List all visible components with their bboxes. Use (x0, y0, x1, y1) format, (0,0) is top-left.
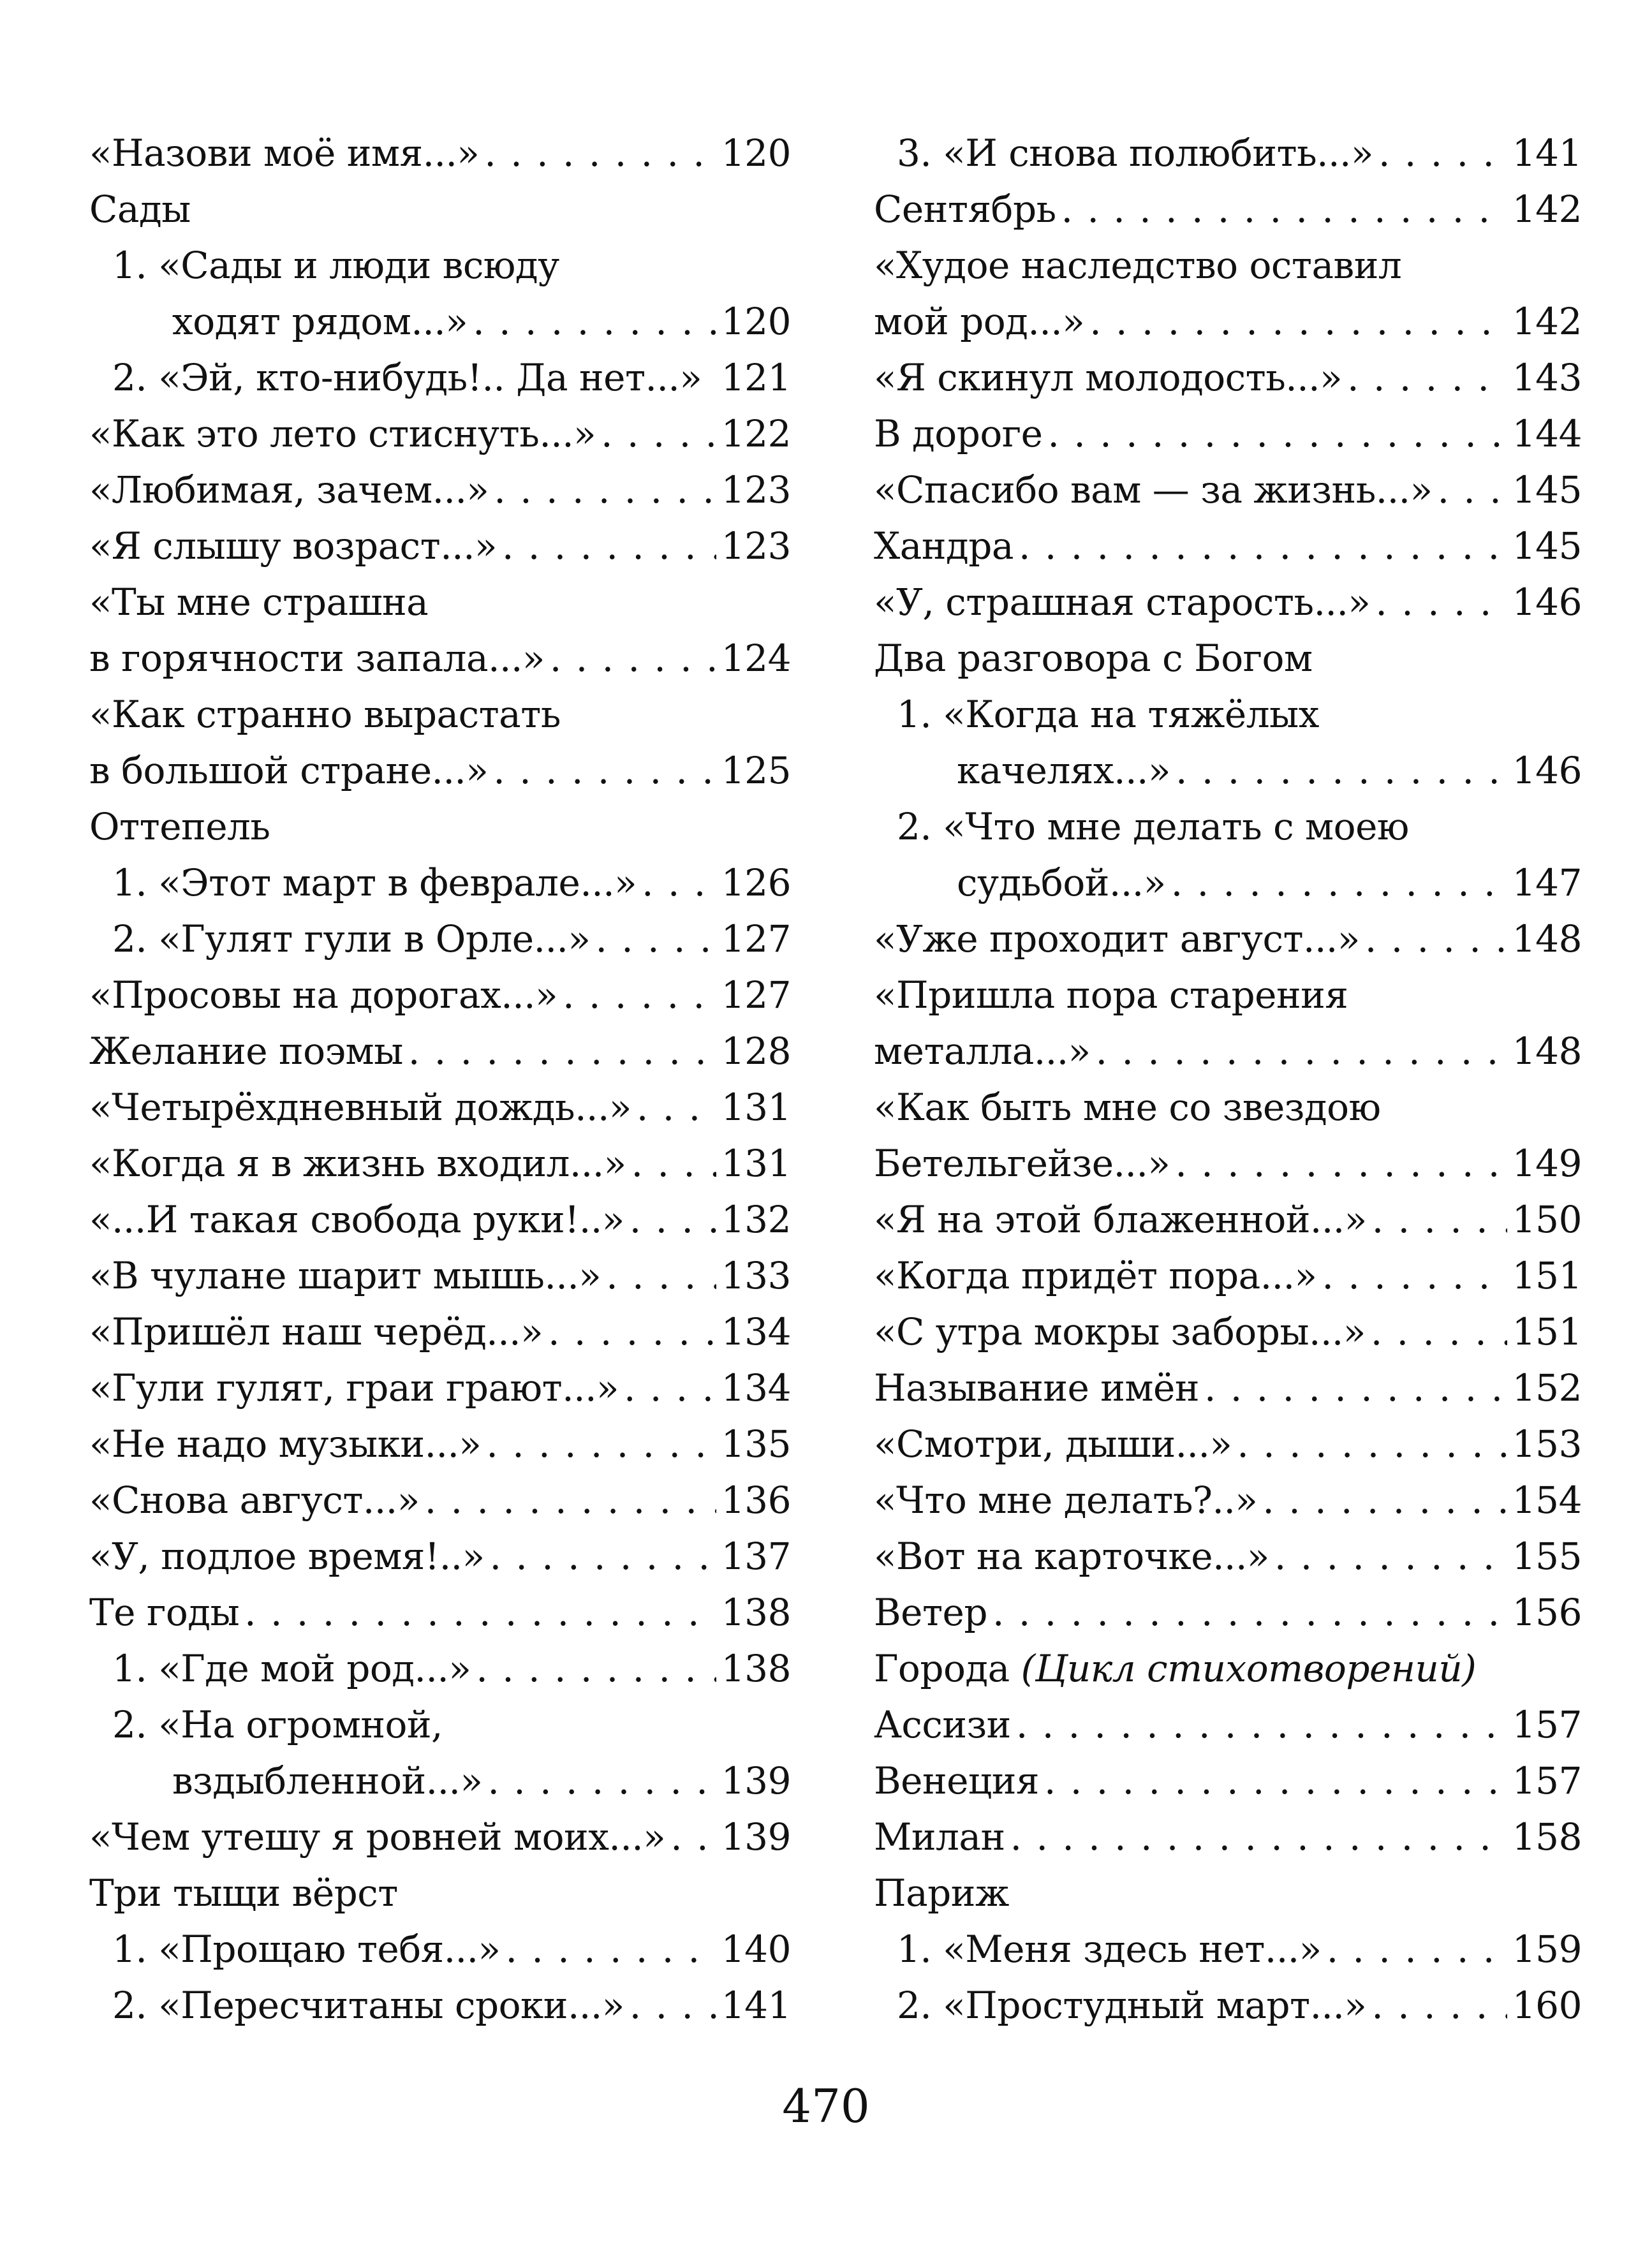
toc-entry-page: 147 (1512, 861, 1582, 904)
toc-entry-page: 138 (721, 1647, 791, 1690)
dot-leader (1327, 1921, 1507, 1977)
toc-entry-title: «...И такая свобода руки!..» (89, 1198, 624, 1241)
toc-entry-title: «Ты мне страшна (89, 580, 429, 624)
toc-entry (874, 518, 1582, 574)
toc-entry-page: 157 (1512, 1759, 1582, 1802)
toc-entry-page: 132 (721, 1198, 791, 1241)
toc-heading-text: Оттепель (89, 805, 270, 848)
toc-entry (874, 1809, 1582, 1865)
dot-leader (1175, 1135, 1507, 1191)
toc-entry-title: 1. «Меня здесь нет...» (897, 1928, 1322, 1971)
toc-entry (89, 1921, 791, 1977)
toc-entry-page: 149 (1512, 1142, 1582, 1185)
toc-entry (89, 630, 791, 686)
dot-leader (487, 1753, 716, 1809)
toc-entry-page: 122 (721, 412, 791, 455)
dot-leader (1204, 1360, 1507, 1416)
dot-leader (1096, 1023, 1507, 1079)
dot-leader (631, 1135, 716, 1191)
toc-entry-title: судьбой...» (957, 861, 1166, 904)
toc-entry (89, 1079, 791, 1135)
toc-heading-text: Города (874, 1647, 1010, 1690)
toc-entry (874, 1921, 1582, 1977)
dot-leader (506, 1921, 716, 1977)
toc-entry (874, 855, 1582, 911)
dot-leader (563, 967, 716, 1023)
toc-entry (89, 1640, 791, 1697)
toc-entry-page: 133 (721, 1254, 791, 1297)
dot-leader (1176, 742, 1507, 799)
toc-entry-title: Те годы (89, 1591, 240, 1634)
toc-entry (874, 406, 1582, 462)
toc-entry-page: 123 (721, 468, 791, 512)
dot-leader (1274, 1528, 1507, 1584)
toc-entry-page: 143 (1512, 356, 1582, 399)
toc-heading-text: Сады (89, 188, 191, 231)
dot-leader (425, 1472, 716, 1528)
toc-entry-title: «Гули гулят, граи грают...» (89, 1366, 619, 1410)
toc-entry-title: «Спасибо вам — за жизнь...» (874, 468, 1433, 512)
toc-heading-note: (Цикл стихотворений) (1021, 1647, 1477, 1690)
toc-entry (89, 911, 791, 967)
toc-entry-page: 121 (721, 356, 791, 399)
toc-section-heading (874, 630, 1582, 686)
toc-entry (874, 1528, 1582, 1584)
toc-entry-title: «Я на этой блаженной...» (874, 1198, 1367, 1241)
toc-entry (89, 967, 791, 1023)
toc-entry-title: 2. «Эй, кто-нибудь!.. Да нет...» (112, 356, 702, 399)
toc-section-heading (874, 1640, 1582, 1697)
toc-entry-title: мой род...» (874, 300, 1085, 343)
toc-entry (874, 1248, 1582, 1304)
toc-left-column (89, 125, 791, 2033)
toc-entry (874, 1135, 1582, 1191)
toc-entry (89, 1416, 791, 1472)
toc-entry (874, 742, 1582, 799)
toc-entry (89, 855, 791, 911)
toc-entry-page: 136 (721, 1478, 791, 1522)
toc-entry-title: «Уже проходит август...» (874, 917, 1360, 961)
toc-entry (874, 1753, 1582, 1809)
toc-entry (89, 1753, 791, 1809)
toc-entry-title: «Когда я в жизнь входил...» (89, 1142, 626, 1185)
toc-entry-page: 146 (1512, 580, 1582, 624)
dot-leader (595, 911, 716, 967)
toc-entry-title: Милан (874, 1815, 1005, 1859)
toc-entry-title: Называние имён (874, 1366, 1200, 1410)
toc-entry (89, 293, 791, 350)
dot-leader (1322, 1248, 1507, 1304)
toc-entry-page: 142 (1512, 188, 1582, 231)
toc-section-heading (874, 1865, 1582, 1921)
dot-leader (1044, 1753, 1507, 1809)
dot-leader (1262, 1472, 1507, 1528)
toc-entry-title: «Четырёхдневный дождь...» (89, 1086, 631, 1129)
toc-entry-title: Ветер (874, 1591, 987, 1634)
toc-entry-title: «У, страшная старость...» (874, 580, 1371, 624)
dot-leader (1371, 1977, 1507, 2033)
toc-entry-page: 152 (1512, 1366, 1582, 1410)
toc-entry (89, 1248, 791, 1304)
toc-entry-title: «Смотри, дыши...» (874, 1422, 1232, 1466)
toc-entry-title: 1. «Сады и люди всюду (112, 244, 559, 287)
dot-leader (1365, 911, 1507, 967)
toc-entry-page: 145 (1512, 468, 1582, 512)
toc-entry-page: 137 (721, 1535, 791, 1578)
toc-entry-page: 158 (1512, 1815, 1582, 1859)
toc-entry-title: 1. «Где мой род...» (112, 1647, 471, 1690)
dot-leader (244, 1584, 716, 1640)
toc-entry-page: 153 (1512, 1422, 1582, 1466)
dot-leader (642, 855, 716, 911)
toc-entry-page: 120 (721, 131, 791, 175)
toc-entry (874, 350, 1582, 406)
toc-entry-first-line (874, 967, 1582, 1023)
toc-entry-page: 145 (1512, 524, 1582, 568)
dot-leader (1089, 293, 1507, 350)
toc-entry (874, 574, 1582, 630)
toc-entry-title: «Как странно вырастать (89, 693, 561, 736)
toc-entry-page: 144 (1512, 412, 1582, 455)
toc-entry (89, 1191, 791, 1248)
dot-leader (606, 1248, 716, 1304)
toc-entry (874, 1416, 1582, 1472)
toc-entry-first-line (89, 574, 791, 630)
toc-entry (89, 1472, 791, 1528)
toc-entry-page: 125 (721, 749, 791, 792)
toc-entry (874, 1697, 1582, 1753)
toc-entry (89, 742, 791, 799)
dot-leader (1237, 1416, 1507, 1472)
toc-entry-title: 2. «На огромной, (112, 1703, 443, 1746)
toc-entry (874, 1360, 1582, 1416)
toc-entry (89, 1023, 791, 1079)
toc-entry-title: «Просовы на дорогах...» (89, 973, 558, 1017)
dot-leader (408, 1023, 716, 1079)
toc-entry-title: «В чулане шарит мышь...» (89, 1254, 601, 1297)
toc-entry (89, 1584, 791, 1640)
toc-entry (874, 293, 1582, 350)
toc-entry-page: 140 (721, 1928, 791, 1971)
toc-entry-title: «Когда придёт пора...» (874, 1254, 1317, 1297)
toc-entry-title: «Я скинул молодость...» (874, 356, 1343, 399)
toc-heading-text: Два разговора с Богом (874, 637, 1313, 680)
toc-entry-title: «У, подлое время!..» (89, 1535, 485, 1578)
toc-entry-page: 124 (721, 637, 791, 680)
toc-entry-first-line (89, 237, 791, 293)
toc-entry (874, 911, 1582, 967)
toc-entry-page: 123 (721, 524, 791, 568)
toc-entry-title: Бетельгейзе...» (874, 1142, 1170, 1185)
toc-entry-page: 139 (721, 1759, 791, 1802)
toc-entry-title: «Не надо музыки...» (89, 1422, 482, 1466)
dot-leader (494, 462, 716, 518)
toc-entry (89, 350, 791, 406)
toc-entry-page: 139 (721, 1815, 791, 1859)
toc-entry-title: «Назови моё имя...» (89, 131, 480, 175)
toc-entry (89, 1809, 791, 1865)
dot-leader (1372, 1191, 1507, 1248)
toc-entry-title: ходят рядом...» (172, 300, 468, 343)
dot-leader (630, 1191, 716, 1248)
page-number: 470 (782, 2079, 870, 2133)
toc-entry (874, 1472, 1582, 1528)
toc-entry (89, 1360, 791, 1416)
toc-entry-title: качелях...» (957, 749, 1170, 792)
toc-entry-title: «Я слышу возраст...» (89, 524, 498, 568)
toc-entry (874, 181, 1582, 237)
toc-entry-page: 148 (1512, 1029, 1582, 1073)
toc-entry (874, 1023, 1582, 1079)
dot-leader (670, 1809, 716, 1865)
toc-entry (89, 1304, 791, 1360)
toc-entry (89, 518, 791, 574)
toc-entry-page: 146 (1512, 749, 1582, 792)
toc-entry-page: 142 (1512, 300, 1582, 343)
toc-heading-text: Три тыщи вёрст (89, 1871, 398, 1915)
dot-leader (1061, 181, 1507, 237)
dot-leader (476, 1640, 716, 1697)
dot-leader (1347, 350, 1507, 406)
toc-entry (89, 1977, 791, 2033)
toc-section-heading (89, 181, 791, 237)
toc-entry-page: 131 (721, 1142, 791, 1185)
toc-entry-page: 127 (721, 917, 791, 961)
toc-entry-page: 127 (721, 973, 791, 1017)
dot-leader (630, 1977, 716, 2033)
toc-entry-title: 2. «Что мне делать с моею (897, 805, 1409, 848)
dot-leader (1375, 574, 1507, 630)
dot-leader (502, 518, 716, 574)
toc-entry-title: в горячности запала...» (89, 637, 545, 680)
toc-entry-title: «Пришёл наш черёд...» (89, 1310, 543, 1353)
dot-leader (493, 742, 716, 799)
toc-entry (89, 462, 791, 518)
toc-entry (874, 125, 1582, 181)
toc-entry (874, 1977, 1582, 2033)
toc-entry-page: 154 (1512, 1478, 1582, 1522)
toc-entry-title: «Пришла пора старения (874, 973, 1348, 1017)
dot-leader (1371, 1304, 1507, 1360)
toc-entry (874, 462, 1582, 518)
toc-entry-title: «Как быть мне со звездою (874, 1086, 1381, 1129)
toc-entry-page: 128 (721, 1029, 791, 1073)
toc-entry-page: 126 (721, 861, 791, 904)
dot-leader (548, 1304, 716, 1360)
toc-entry-title: Хандра (874, 524, 1014, 568)
dot-leader (1010, 1809, 1507, 1865)
toc-entry-title: «Чем утешу я ровней моих...» (89, 1815, 666, 1859)
toc-entry-first-line (89, 686, 791, 742)
dot-leader (486, 1416, 716, 1472)
dot-leader (601, 406, 716, 462)
toc-entry-first-line (89, 1697, 791, 1753)
dot-leader (992, 1584, 1507, 1640)
dot-leader (1438, 462, 1507, 518)
toc-entry-first-line (874, 1079, 1582, 1135)
toc-entry-page: 151 (1512, 1310, 1582, 1353)
dot-leader (637, 1079, 716, 1135)
dot-leader (1016, 1697, 1507, 1753)
toc-entry-page: 148 (1512, 917, 1582, 961)
toc-entry-title: «Худое наследство оставил (874, 244, 1402, 287)
toc-entry-page: 159 (1512, 1928, 1582, 1971)
toc-entry-page: 151 (1512, 1254, 1582, 1297)
toc-entry-page: 131 (721, 1086, 791, 1129)
toc-entry (89, 406, 791, 462)
dot-leader (1019, 518, 1507, 574)
toc-section-heading (89, 1865, 791, 1921)
toc-entry-title: «С утра мокры заборы...» (874, 1310, 1366, 1353)
toc-entry-page: 141 (1512, 131, 1582, 175)
toc-entry-title: «Что мне делать?..» (874, 1478, 1258, 1522)
toc-entry-page: 141 (721, 1984, 791, 2027)
toc-entry-page: 150 (1512, 1198, 1582, 1241)
toc-entry-title: «Снова август...» (89, 1478, 420, 1522)
toc-entry (89, 125, 791, 181)
dot-leader (1047, 406, 1507, 462)
dot-leader (624, 1360, 716, 1416)
dot-leader (550, 630, 716, 686)
dot-leader (1378, 125, 1507, 181)
toc-entry (874, 1304, 1582, 1360)
dot-leader (490, 1528, 716, 1584)
toc-entry-page: 156 (1512, 1591, 1582, 1634)
toc-entry (874, 1191, 1582, 1248)
toc-entry-title: в большой стране...» (89, 749, 489, 792)
toc-heading-text: Париж (874, 1871, 1009, 1915)
toc-entry-title: 3. «И снова полюбить...» (897, 131, 1373, 175)
toc-entry-page: 134 (721, 1366, 791, 1410)
toc-entry-page: 138 (721, 1591, 791, 1634)
toc-entry (89, 1528, 791, 1584)
toc-entry-title: В дороге (874, 412, 1043, 455)
toc-entry-page: 134 (721, 1310, 791, 1353)
toc-entry (89, 1135, 791, 1191)
toc-entry-first-line (874, 799, 1582, 855)
toc-entry-page: 157 (1512, 1703, 1582, 1746)
toc-right-column (874, 125, 1582, 2033)
toc-entry-page: 120 (721, 300, 791, 343)
toc-entry-title: Ассизи (874, 1703, 1011, 1746)
toc-section-heading (89, 799, 791, 855)
toc-entry-title: Сентябрь (874, 188, 1056, 231)
dot-leader (484, 125, 716, 181)
toc-entry-title: «Любимая, зачем...» (89, 468, 489, 512)
toc-entry (874, 1584, 1582, 1640)
toc-entry-title: 1. «Этот март в феврале...» (112, 861, 637, 904)
toc-entry-title: 1. «Прощаю тебя...» (112, 1928, 501, 1971)
toc-entry-page: 160 (1512, 1984, 1582, 2027)
toc-entry-page: 135 (721, 1422, 791, 1466)
toc-entry-title: 2. «Простудный март...» (897, 1984, 1367, 2027)
toc-entry-first-line (874, 237, 1582, 293)
toc-entry-first-line (874, 686, 1582, 742)
toc-entry-title: «Вот на карточке...» (874, 1535, 1269, 1578)
toc-entry-title: металла...» (874, 1029, 1091, 1073)
toc-entry-title: Желание поэмы (89, 1029, 403, 1073)
toc-entry-title: 2. «Гулят гули в Орле...» (112, 917, 591, 961)
toc-entry-title: 1. «Когда на тяжёлых (897, 693, 1319, 736)
toc-entry-title: Венеция (874, 1759, 1039, 1802)
toc-entry-page: 155 (1512, 1535, 1582, 1578)
toc-entry-title: вздыбленной...» (172, 1759, 483, 1802)
dot-leader (473, 293, 716, 350)
dot-leader (1171, 855, 1507, 911)
toc-entry-title: «Как это лето стиснуть...» (89, 412, 596, 455)
toc-entry-title: 2. «Пересчитаны сроки...» (112, 1984, 624, 2027)
